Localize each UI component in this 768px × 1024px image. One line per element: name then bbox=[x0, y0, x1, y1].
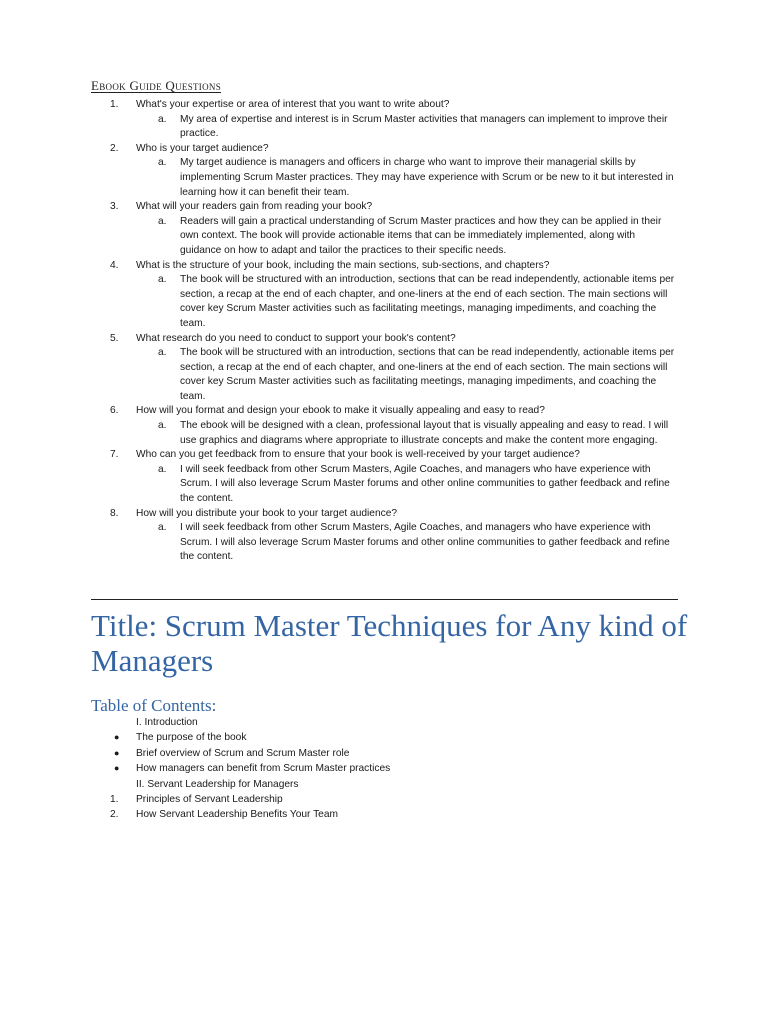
answer-list bbox=[136, 419, 688, 448]
toc-item bbox=[0, 761, 768, 776]
toc-item-text: II. Servant Leadership for Managers bbox=[136, 778, 299, 790]
toc-item-text: I. Introduction bbox=[136, 717, 198, 728]
question-text: Who can you get feedback from to ensure that your book is well-received by your target audience? bbox=[136, 449, 580, 461]
answer-text: The book will be structured with an introduction, sections that can be read independently, actionable items per section, a recap at the end of each chapter, and one-liners at the end of each section. The main sections will cover key Scrum Master activities such as facilitating meetings, managing impediments, and coaching the team. bbox=[180, 274, 675, 329]
toc-number: 2. bbox=[110, 809, 119, 821]
answer-list bbox=[136, 346, 688, 404]
question-item bbox=[0, 448, 768, 506]
question-number: 2. bbox=[110, 142, 119, 154]
question-text: What's your expertise or area of interest that you want to write about? bbox=[136, 99, 450, 110]
questions-list bbox=[0, 98, 768, 565]
answer-letter: a. bbox=[158, 157, 167, 169]
answer-text: I will seek feedback from other Scrum Masters, Agile Coaches, and managers who have experience with Scrum. I will also leverage Scrum Master forums and other online communities to gather feedback and refine the content. bbox=[180, 463, 670, 505]
document-title: Title: Scrum Master Techniques for Any kind of Managers bbox=[91, 608, 688, 678]
question-text: How will you distribute your book to your target audience? bbox=[136, 507, 398, 519]
toc-item bbox=[0, 777, 768, 792]
answer-item bbox=[136, 419, 688, 448]
question-item bbox=[0, 507, 768, 565]
bullet-icon: ● bbox=[114, 747, 120, 758]
answer-text: The book will be structured with an introduction, sections that can be read independently, actionable items per section, a recap at the end of each chapter, and one-liners at the end of each section. The main sections will cover key Scrum Master activities such as facilitating meetings, managing impediments, and coaching the team. bbox=[180, 347, 675, 402]
answer-letter: a. bbox=[158, 274, 167, 286]
answer-text: My area of expertise and interest is in Scrum Master activities that managers can implement to improve their practice. bbox=[180, 113, 668, 140]
toc-item bbox=[0, 746, 768, 761]
bullet-icon: ● bbox=[114, 732, 120, 743]
guide-questions-heading: Ebook Guide Questions bbox=[91, 78, 222, 93]
question-item bbox=[0, 142, 768, 200]
answer-list bbox=[136, 273, 688, 331]
question-item bbox=[0, 332, 768, 405]
question-number: 7. bbox=[110, 449, 119, 461]
answer-text: Readers will gain a practical understanding of Scrum Master practices and how they can be applied in their own context. The book will provide actionable items that can be immediately implemented, along with guidance on how to adapt and tailor the practices to their specific needs. bbox=[180, 215, 662, 256]
toc-item bbox=[0, 730, 768, 745]
answer-list bbox=[136, 156, 688, 200]
section-divider bbox=[91, 599, 678, 600]
answer-text: My target audience is managers and officers in charge who want to improve their managerial skills by implementing Scrum Master practices. They may have experience with Scrum or be new to it but interested in learning how it can benefit their team. bbox=[180, 157, 674, 198]
answer-letter: a. bbox=[158, 347, 167, 359]
answer-list bbox=[136, 215, 688, 259]
answer-text: The ebook will be designed with a clean, professional layout that is visually appealing and easy to read. I will use graphics and diagrams where appropriate to illustrate concepts and make the content more engaging. bbox=[180, 420, 669, 446]
question-number: 5. bbox=[110, 332, 119, 344]
toc-item-text: Brief overview of Scrum and Scrum Master role bbox=[136, 747, 350, 759]
question-number: 6. bbox=[110, 405, 119, 417]
toc-item bbox=[0, 807, 768, 822]
question-number: 8. bbox=[110, 507, 119, 519]
answer-list bbox=[136, 521, 688, 565]
answer-text: I will seek feedback from other Scrum Masters, Agile Coaches, and managers who have experience with Scrum. I will also leverage Scrum Master forums and other online communities to gather feedback and refine the content. bbox=[180, 522, 670, 563]
bullet-icon: ● bbox=[114, 763, 120, 774]
toc-item bbox=[0, 792, 768, 807]
answer-letter: a. bbox=[158, 215, 167, 227]
toc-number: 1. bbox=[110, 794, 119, 806]
toc-item bbox=[0, 715, 768, 730]
question-text: What is the structure of your book, including the main sections, sub-sections, and chapters? bbox=[136, 259, 550, 271]
table-of-contents bbox=[0, 715, 768, 823]
answer-item bbox=[136, 346, 688, 404]
answer-list bbox=[136, 113, 688, 142]
question-number: 1. bbox=[110, 99, 119, 110]
question-text: Who is your target audience? bbox=[136, 142, 269, 154]
answer-list bbox=[136, 463, 688, 507]
question-text: How will you format and design your ebook to make it visually appealing and easy to read? bbox=[136, 405, 545, 417]
toc-heading: Table of Contents: bbox=[91, 696, 217, 715]
answer-item bbox=[136, 521, 688, 565]
answer-item bbox=[136, 156, 688, 200]
question-number: 3. bbox=[110, 201, 119, 213]
answer-item bbox=[136, 463, 688, 507]
toc-item-text: How Servant Leadership Benefits Your Team bbox=[136, 809, 338, 821]
answer-item bbox=[136, 215, 688, 259]
answer-letter: a. bbox=[158, 420, 167, 432]
answer-item bbox=[136, 113, 688, 142]
question-item bbox=[0, 259, 768, 332]
question-number: 4. bbox=[110, 259, 119, 271]
answer-letter: a. bbox=[158, 113, 167, 125]
question-item bbox=[0, 98, 768, 142]
question-item bbox=[0, 200, 768, 258]
answer-letter: a. bbox=[158, 463, 167, 475]
toc-item-text: How managers can benefit from Scrum Master practices bbox=[136, 763, 391, 775]
answer-letter: a. bbox=[158, 522, 167, 534]
toc-item-text: Principles of Servant Leadership bbox=[136, 794, 283, 806]
toc-item-text: The purpose of the book bbox=[136, 732, 247, 744]
question-text: What will your readers gain from reading your book? bbox=[136, 201, 373, 213]
question-text: What research do you need to conduct to support your book's content? bbox=[136, 332, 456, 344]
question-item bbox=[0, 404, 768, 448]
answer-item bbox=[136, 273, 688, 331]
